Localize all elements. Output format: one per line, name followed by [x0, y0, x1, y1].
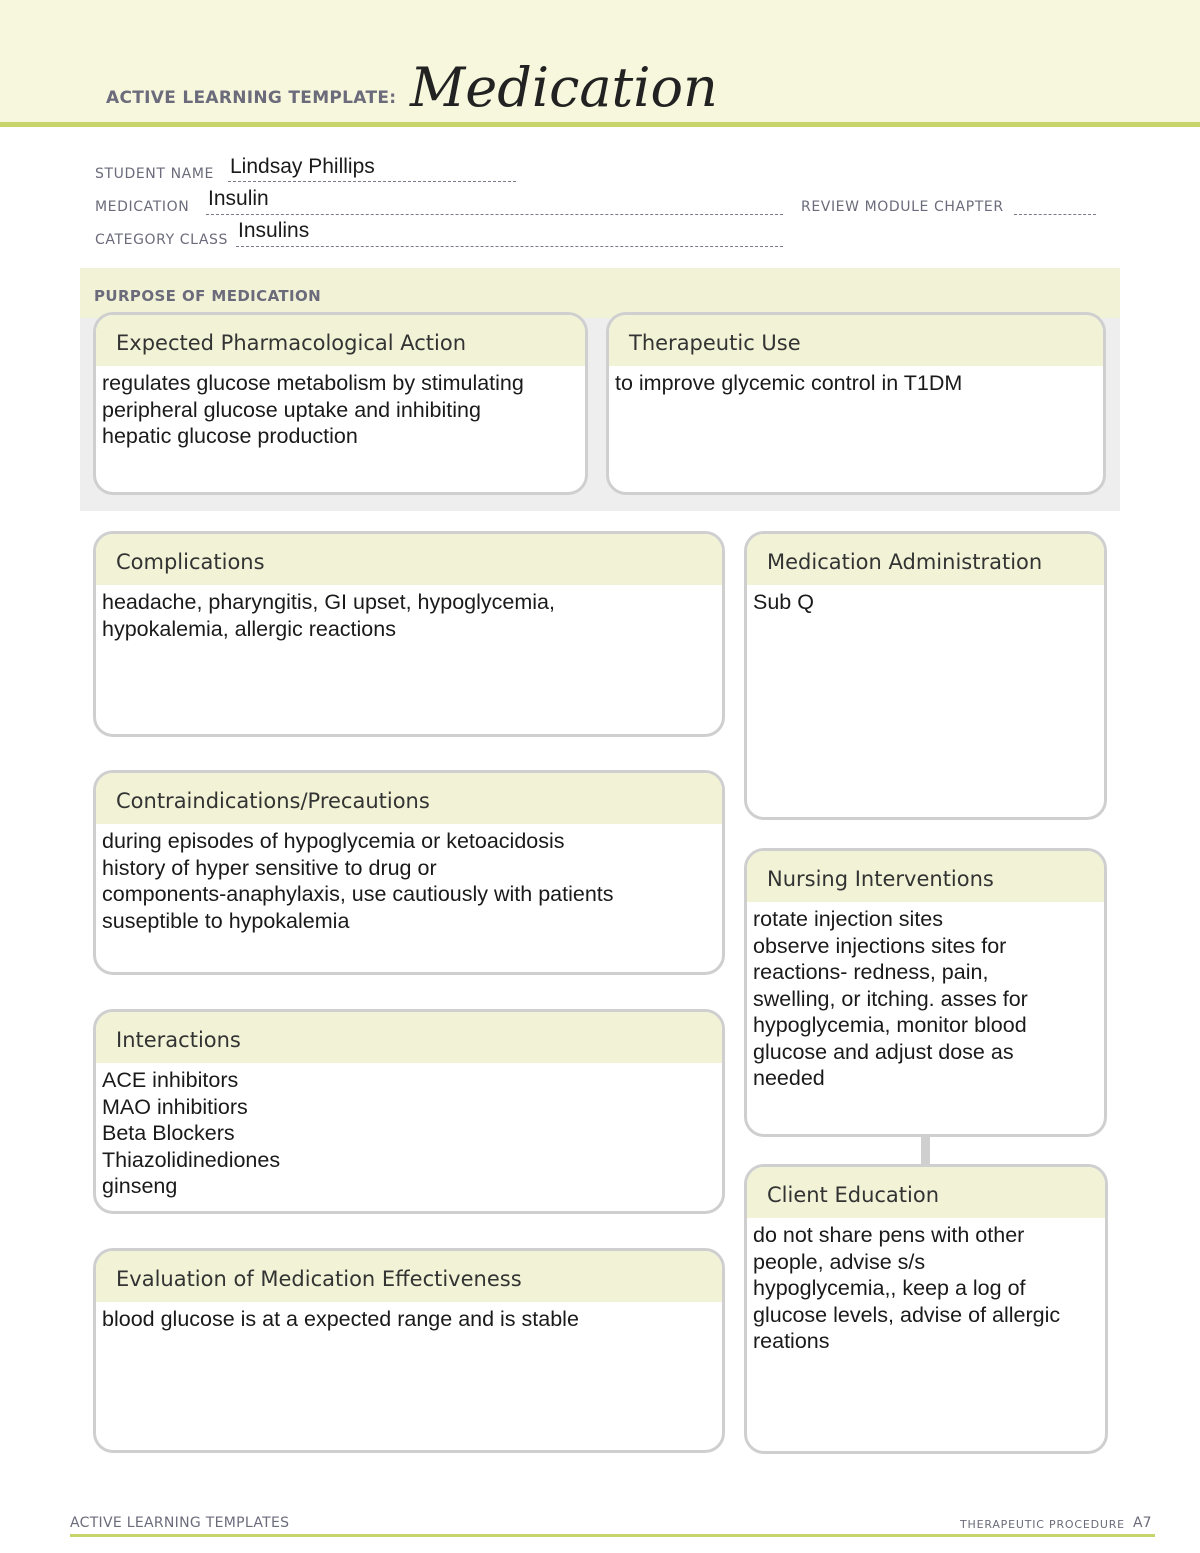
- student-name-label: STUDENT NAME: [95, 166, 214, 182]
- review-module-line[interactable]: [1014, 213, 1096, 215]
- nursing-text[interactable]: rotate injection sites observe injections sites for reactions- redness, pain, swelling, or itching. asses for hypoglycemia, monitor blood glucose and adjust dose as needed: [753, 907, 1028, 1090]
- footer-right: THERAPEUTIC PROCEDURE: [960, 1518, 1125, 1531]
- contraindications-box: [93, 770, 725, 975]
- student-name-line: [228, 180, 516, 182]
- template-label: ACTIVE LEARNING TEMPLATE:: [106, 88, 397, 108]
- client-education-title: Client Education: [767, 1183, 940, 1207]
- therapeutic-use-header: [609, 315, 1103, 366]
- client-education-box: [744, 1164, 1108, 1454]
- expected-action-title: Expected Pharmacological Action: [116, 331, 467, 355]
- template-title: Medication: [410, 56, 718, 119]
- contraindications-header: [96, 773, 722, 824]
- nursing-box: [744, 848, 1107, 1137]
- footer-page-number: A7: [1133, 1515, 1152, 1531]
- client-education-text[interactable]: do not share pens with other people, advise s/s hypoglycemia,, keep a log of glucose levels, advise of allergic reations: [753, 1223, 1061, 1353]
- expected-action-text[interactable]: regulates glucose metabolism by stimulating peripheral glucose uptake and inhibiting hepatic glucose production: [102, 371, 524, 448]
- header-rule: [0, 122, 1200, 127]
- administration-box: [744, 531, 1107, 820]
- review-module-label: REVIEW MODULE CHAPTER: [801, 199, 1004, 215]
- administration-header: [747, 534, 1104, 585]
- interactions-text[interactable]: ACE inhibitors MAO inhibitiors Beta Blockers Thiazolidinediones ginseng: [102, 1068, 281, 1198]
- administration-title: Medication Administration: [767, 550, 1043, 574]
- footer-rule: [70, 1534, 1155, 1537]
- therapeutic-use-title: Therapeutic Use: [629, 331, 801, 355]
- medication-line: [206, 213, 783, 215]
- complications-header: [96, 534, 722, 585]
- medication-label: MEDICATION: [95, 199, 190, 215]
- medication-value[interactable]: Insulin: [208, 187, 269, 210]
- evaluation-box: [93, 1248, 725, 1453]
- administration-text[interactable]: Sub Q: [753, 590, 814, 614]
- therapeutic-use-box: [606, 312, 1106, 495]
- contraindications-title: Contraindications/Precautions: [116, 789, 430, 813]
- expected-action-header: [96, 315, 585, 366]
- interactions-box: [93, 1009, 725, 1214]
- nursing-header: [747, 851, 1104, 902]
- complications-title: Complications: [116, 550, 265, 574]
- category-class-value[interactable]: Insulins: [238, 219, 310, 242]
- complications-box: [93, 531, 725, 737]
- student-name-value[interactable]: Lindsay Phillips: [230, 155, 375, 178]
- category-class-label: CATEGORY CLASS: [95, 232, 229, 248]
- category-class-line: [236, 245, 783, 247]
- complications-text[interactable]: headache, pharyngitis, GI upset, hypoglycemia, hypokalemia, allergic reactions: [102, 590, 555, 641]
- interactions-header: [96, 1012, 722, 1063]
- purpose-label: PURPOSE OF MEDICATION: [94, 287, 322, 305]
- nursing-title: Nursing Interventions: [767, 867, 994, 891]
- therapeutic-use-text[interactable]: to improve glycemic control in T1DM: [615, 371, 963, 395]
- expected-action-box: [93, 312, 588, 495]
- client-education-header: [747, 1167, 1105, 1218]
- evaluation-header: [96, 1251, 722, 1302]
- contraindications-text[interactable]: during episodes of hypoglycemia or ketoacidosis history of hyper sensitive to drug or components-anaphylaxis, use cautiously with patients suseptible to hypokalemia: [102, 829, 614, 933]
- interactions-title: Interactions: [116, 1028, 241, 1052]
- evaluation-text[interactable]: blood glucose is at a expected range and is stable: [102, 1307, 579, 1331]
- footer-left: ACTIVE LEARNING TEMPLATES: [70, 1515, 290, 1531]
- evaluation-title: Evaluation of Medication Effectiveness: [116, 1267, 522, 1291]
- nursing-education-connector: [921, 1136, 930, 1166]
